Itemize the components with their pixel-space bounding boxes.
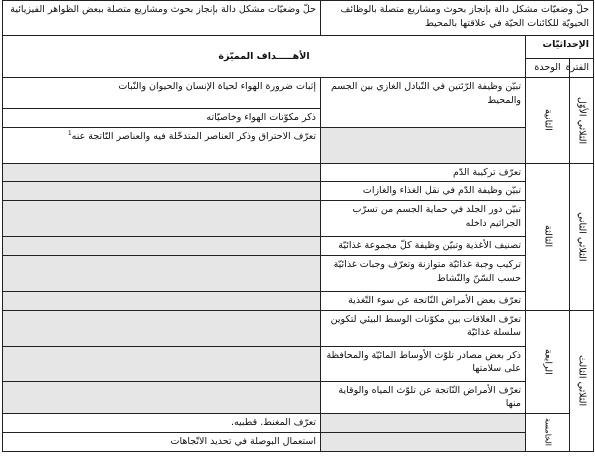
objective-cell: استعمال البوصلة في تحديد الاتّجاهات: [3, 432, 321, 451]
objective-cell: ذكر مكوّنات الهواء وخاصيّاته: [3, 108, 321, 127]
footnote-mark: 1: [67, 129, 72, 137]
unit-2: الثانية: [526, 77, 570, 163]
empty-cell: [321, 432, 526, 451]
table-row: [3, 346, 594, 381]
period-2: الثلاثي الثاني: [570, 163, 594, 310]
empty-cell: [3, 346, 321, 381]
empty-cell: [3, 182, 321, 201]
table-row: [3, 310, 594, 346]
objective-cell: تبيّن دور الجلد في حماية الجسم من تسرّب الجراثيم داخله: [321, 201, 526, 237]
header-unit: الوحدة: [526, 59, 570, 78]
empty-cell: [3, 255, 321, 291]
table-row: [3, 255, 594, 291]
table-row: [3, 77, 594, 108]
header-row-1: [3, 36, 594, 59]
table-row: [3, 182, 594, 201]
top-row: [3, 1, 594, 36]
objective-cell: تعرّف تركيبة الدّم: [321, 163, 526, 182]
empty-cell: [3, 310, 321, 346]
objective-cell: إثبات ضرورة الهواء لحياة الإنسان والحيوان والنّبات: [3, 77, 321, 108]
header-dates: الإحداثيّات: [526, 36, 594, 59]
objective-cell: تبيّن وظيفة الرّئتين في التّبادل الغازي بين الجسم والمحيط: [321, 77, 526, 127]
objective-cell: تعرّف الأمراض النّاتجة عن تلوّث المياه والوقاية منها: [321, 381, 526, 414]
empty-cell: [3, 291, 321, 310]
table-row: [3, 201, 594, 237]
period-3: الثلاثي الثالث: [570, 310, 594, 451]
header-objectives: الأهـــــداف المميّزة: [3, 36, 526, 78]
top-right-cell: حلّ وضعيّات مشكل دالة بإنجاز بحوث ومشاريع متصلة بالوظائف الحيويّة للكائنات الحيّة في علاقتها بالمحيط: [321, 1, 594, 36]
empty-cell: [321, 414, 526, 433]
objective-cell: تبيّن وظيفة الدّم في نقل الغذاء والغازات: [321, 182, 526, 201]
table-row: [3, 127, 594, 163]
objective-cell: تعرّف المغنط. قطبيه.: [3, 414, 321, 433]
empty-cell: [3, 201, 321, 237]
curriculum-table: [2, 0, 594, 452]
table-row: [3, 237, 594, 256]
period-1: الثلاثي الأوّل: [570, 77, 594, 163]
unit-4: الرابعة: [526, 310, 570, 414]
table-row: [3, 291, 594, 310]
objective-cell: تعرّف بعض الأمراض النّاتجة عن سوء التّغذية: [321, 291, 526, 310]
objective-text: تعرّف الاحتراق وذكر العناصر المتدخّلة فيه والعناصر النّاتجة عنه: [71, 130, 316, 142]
objective-cell: [3, 127, 321, 163]
table-row: [3, 163, 594, 182]
objective-cell: تعرّف العلاقات بين مكوّنات الوسط البيئي لتكوين سلسلة غذائيّة: [321, 310, 526, 346]
empty-cell: [3, 163, 321, 182]
objective-cell: تركيب وجبة غذائيّة متوازنة وتعرّف وجبات غذائيّة حسب السّنّ والنّشاط: [321, 255, 526, 291]
empty-cell: [321, 127, 526, 163]
unit-5: الخامسة: [526, 414, 570, 452]
table-row: [3, 414, 594, 433]
objective-cell: ذكر بعض مصادر تلوّث الأوساط المائيّة والمحافظة على سلامتها: [321, 346, 526, 381]
unit-3: الثالثة: [526, 163, 570, 310]
objective-cell: تصنيف الأغذية وتبيّن وظيفة كلّ مجموعة غذائيّة: [321, 237, 526, 256]
empty-cell: [3, 381, 321, 414]
empty-cell: [3, 237, 321, 256]
table-row: [3, 381, 594, 414]
top-left-cell: حلّ وضعيّات مشكل دالة بإنجاز بحوث ومشاريع متصلة ببعض الظواهر الفيزيائية: [3, 1, 321, 36]
header-period: الفترة: [570, 59, 594, 78]
table-row: [3, 432, 594, 451]
